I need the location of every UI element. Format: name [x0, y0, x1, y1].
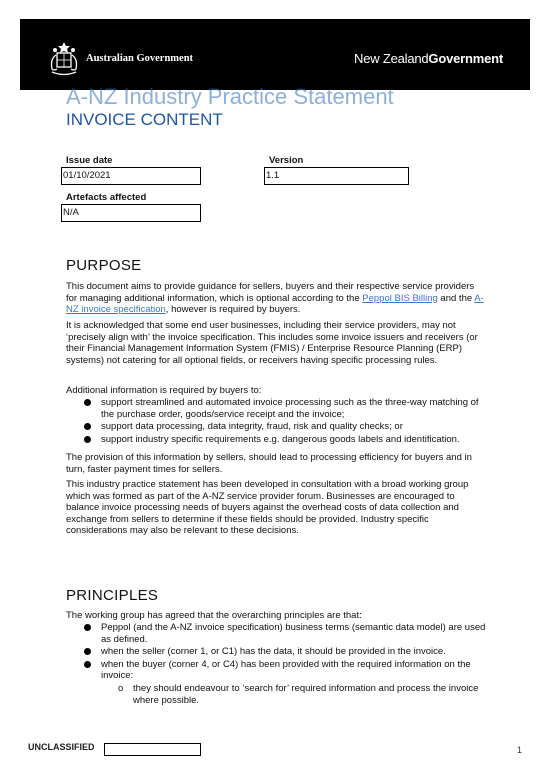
bullet-icon [84, 436, 91, 443]
peppol-bis-billing-link[interactable]: Peppol BIS Billing [362, 292, 438, 304]
list-item: support streamlined and automated invoice processing such as the three-way matching of the purchase order, goods/service receipt and the invoice; [84, 397, 494, 420]
artefacts-label: Artefacts affected [66, 192, 147, 203]
government-banner [20, 19, 530, 90]
issue-date-field[interactable]: 01/10/2021 [61, 168, 201, 185]
version-field[interactable]: 1.1 [264, 168, 409, 185]
version-label: Version [269, 155, 304, 166]
principles-intro: The working group has agreed that the overarching principles are that: [66, 610, 362, 621]
list-item: o they should endeavour to ‘search for’ required information and process the invoice where possible. [118, 682, 479, 706]
document-title: A-NZ Industry Practice Statement [66, 84, 394, 109]
bullet-icon [84, 399, 91, 406]
purpose-paragraph-4: The provision of this information by sellers, should lead to processing efficiency for buyers and in turn, faster payment times for sellers. [66, 452, 472, 475]
issue-date-label: Issue date [66, 155, 113, 166]
classification-label: UNCLASSIFIED [28, 742, 95, 752]
purpose-bullet-list [84, 397, 494, 446]
list-item: when the buyer (corner 4, or C4) has been provided with the required information on the invoice: o they should endeavour to ‘search for’ required information and process the invoice where possible. [84, 659, 494, 706]
principles-heading: PRINCIPLES [66, 587, 159, 604]
bullet-icon [84, 423, 91, 430]
bullet-icon [84, 624, 91, 631]
list-item: Peppol (and the A-NZ invoice specification) business terms (semantic data model) are used as defined. [84, 622, 494, 645]
australian-government-wordmark: Australian Government [86, 53, 194, 64]
purpose-paragraph-3: Additional information is required by buyers to: [66, 385, 262, 396]
principles-sub-list [101, 683, 494, 706]
artefacts-field[interactable]: N/A [61, 205, 201, 222]
bullet-icon [84, 661, 91, 668]
list-item: support industry specific requirements e.g. dangerous goods labels and identification. [84, 434, 494, 446]
list-item: when the seller (corner 1, or C1) has the data, it should be provided in the invoice. [84, 646, 494, 658]
purpose-paragraph-5: This industry practice statement has been developed in consultation with a broad working group which was formed as part of the A-NZ service provider forum. Businesses are encouraged to balance invoice processing needs of buyers against the overhead costs of data collection and exchange from sellers to determine if these fields should be provided. Industry specific considerations may also be relevant to these decisions. [66, 479, 469, 537]
purpose-paragraph-1: This document aims to provide guidance for sellers, buyers and their respective service providers for managing additional information, which is optional according to the Peppol BIS Billing and the A-NZ invoice specification, however is required by buyers. [66, 281, 484, 316]
purpose-heading: PURPOSE [66, 257, 142, 274]
classification-box [104, 743, 201, 756]
purpose-paragraph-2: It is acknowledged that some end user businesses, including their service providers, may not ‘precisely align with’ the invoice specification. This includes some invoice issuers and receivers (or their Financial Management Information System (FMIS) / Enterprise Resource Planning (ERP) systems) not catering for all optional fields, or receivers having specific processing rules. [66, 320, 478, 366]
bullet-icon [84, 648, 91, 655]
page-number: 1 [517, 745, 523, 755]
anz-invoice-spec-link[interactable]: A-NZ invoice specification [66, 292, 484, 316]
document-subtitle: INVOICE CONTENT [66, 110, 223, 129]
australian-coat-of-arms-icon [47, 39, 81, 79]
sub-bullet-marker: o [118, 682, 124, 694]
list-item: support data processing, data integrity, fraud, risk and quality checks; or [84, 421, 494, 433]
principles-bullet-list [84, 622, 494, 707]
new-zealand-government-wordmark: New ZealandGovernment [354, 51, 503, 66]
